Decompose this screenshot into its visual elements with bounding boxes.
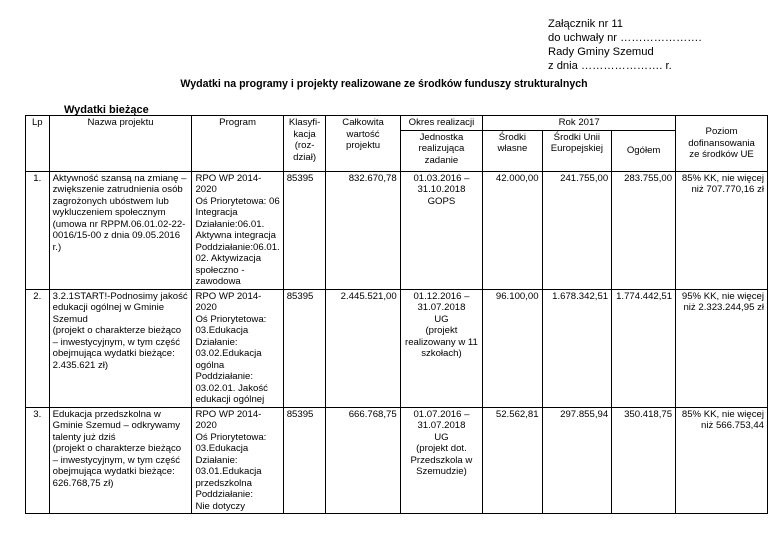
header-own-funds: Środki własne	[483, 130, 542, 171]
header-unit: Jednostka realizująca zadanie	[400, 130, 483, 171]
row-funding-level: 95% KK, nie więcej niż 2.323.244,95 zł	[676, 289, 768, 407]
row-program: RPO WP 2014-2020 Oś Priorytetowa: 03.Edukacja Działanie: 03.02.Edukacja ogólna Poddziałanie: 03.02.01. Jakość edukacji ogólnej	[192, 289, 283, 407]
row-classification: 85395	[283, 171, 326, 289]
annex-reference	[548, 17, 702, 73]
row-eu-funds: 241.755,00	[542, 171, 612, 289]
row-sum: 283.755,00	[612, 171, 676, 289]
row-lp: 3.	[26, 407, 50, 514]
row-program: RPO WP 2014-2020 Oś Priorytetowa: 06 Integracja Działanie:06.01. Aktywna integracja Poddziałanie:06.01. 02. Aktywizacja społeczno - zawodowa	[192, 171, 283, 289]
row-eu-funds: 297.855,94	[542, 407, 612, 514]
row-lp: 1.	[26, 171, 50, 289]
header-year: Rok 2017	[483, 116, 676, 131]
header-program: Program	[192, 116, 283, 172]
row-own-funds: 96.100,00	[483, 289, 542, 407]
row-lp: 2.	[26, 289, 50, 407]
table-row	[26, 407, 768, 514]
row-project-name: 3.2.1START!-Podnosimy jakość edukacji ogólnej w Gminie Szemud (projekt o charakterze bieżąco – inwestycyjnym, w tym część obejmująca wydatki bieżące: 2.435.621 zł)	[49, 289, 192, 407]
section-heading: Wydatki bieżące	[64, 104, 149, 116]
header-period: Okres realizacji	[400, 116, 483, 131]
row-classification: 85395	[283, 407, 326, 514]
header-project-name: Nazwa projektu	[49, 116, 192, 172]
row-funding-level: 85% KK, nie więcej niż 707.770,16 zł	[676, 171, 768, 289]
table-row	[26, 289, 768, 407]
document-title: Wydatki na programy i projekty realizowane ze środków funduszy strukturalnych	[180, 78, 588, 90]
annex-number: Załącznik nr 11	[548, 18, 624, 30]
annex-date: z dnia …………………. r.	[548, 60, 672, 72]
row-sum: 350.418,75	[612, 407, 676, 514]
row-period: 01.12.2016 – 31.07.2018 UG (projekt realizowany w 11 szkołach)	[400, 289, 483, 407]
row-eu-funds: 1.678.342,51	[542, 289, 612, 407]
row-total-value: 2.445.521,00	[326, 289, 400, 407]
header-classification: Klasyfi- kacja (roz- dział)	[283, 116, 326, 172]
row-project-name: Aktywność szansą na zmianę – zwiększenie zatrudnienia osób zagrożonych ubóstwem lub wykluczeniem społecznym (umowa nr RPPM.06.01.02-22-0016/15-00 z dnia 09.05.2016 r.)	[49, 171, 192, 289]
annex-resolution: do uchwały nr ………………….	[548, 32, 702, 44]
row-project-name: Edukacja przedszkolna w Gminie Szemud – odkrywamy talenty już dziś (projekt o charakterze bieżąco – inwestycyjnym, w tym część obejmująca wydatki bieżące: 626.768,75 zł)	[49, 407, 192, 514]
row-own-funds: 42.000,00	[483, 171, 542, 289]
header-eu-funds: Środki Unii Europejskiej	[542, 130, 612, 171]
table-row	[26, 171, 768, 289]
row-funding-level: 85% KK, nie więcej niż 566.753,44	[676, 407, 768, 514]
row-total-value: 666.768,75	[326, 407, 400, 514]
row-period: 01.03.2016 – 31.10.2018 GOPS	[400, 171, 483, 289]
row-sum: 1.774.442,51	[612, 289, 676, 407]
row-period: 01.07.2016 – 31.07.2018 UG (projekt dot. Przedszkola w Szemudzie)	[400, 407, 483, 514]
row-program: RPO WP 2014-2020 Oś Priorytetowa: 03.Edukacja Działanie: 03.01.Edukacja przedszkolna Poddziałanie: Nie dotyczy	[192, 407, 283, 514]
header-total-value: Całkowita wartość projektu	[326, 116, 400, 172]
expenses-table	[25, 115, 768, 514]
header-lp: Lp	[26, 116, 50, 172]
header-funding-level: Poziom dofinansowania ze środków UE	[676, 116, 768, 172]
row-total-value: 832.670,78	[326, 171, 400, 289]
annex-council: Rady Gminy Szemud	[548, 46, 654, 58]
row-own-funds: 52.562,81	[483, 407, 542, 514]
header-sum: Ogółem	[612, 130, 676, 171]
row-classification: 85395	[283, 289, 326, 407]
